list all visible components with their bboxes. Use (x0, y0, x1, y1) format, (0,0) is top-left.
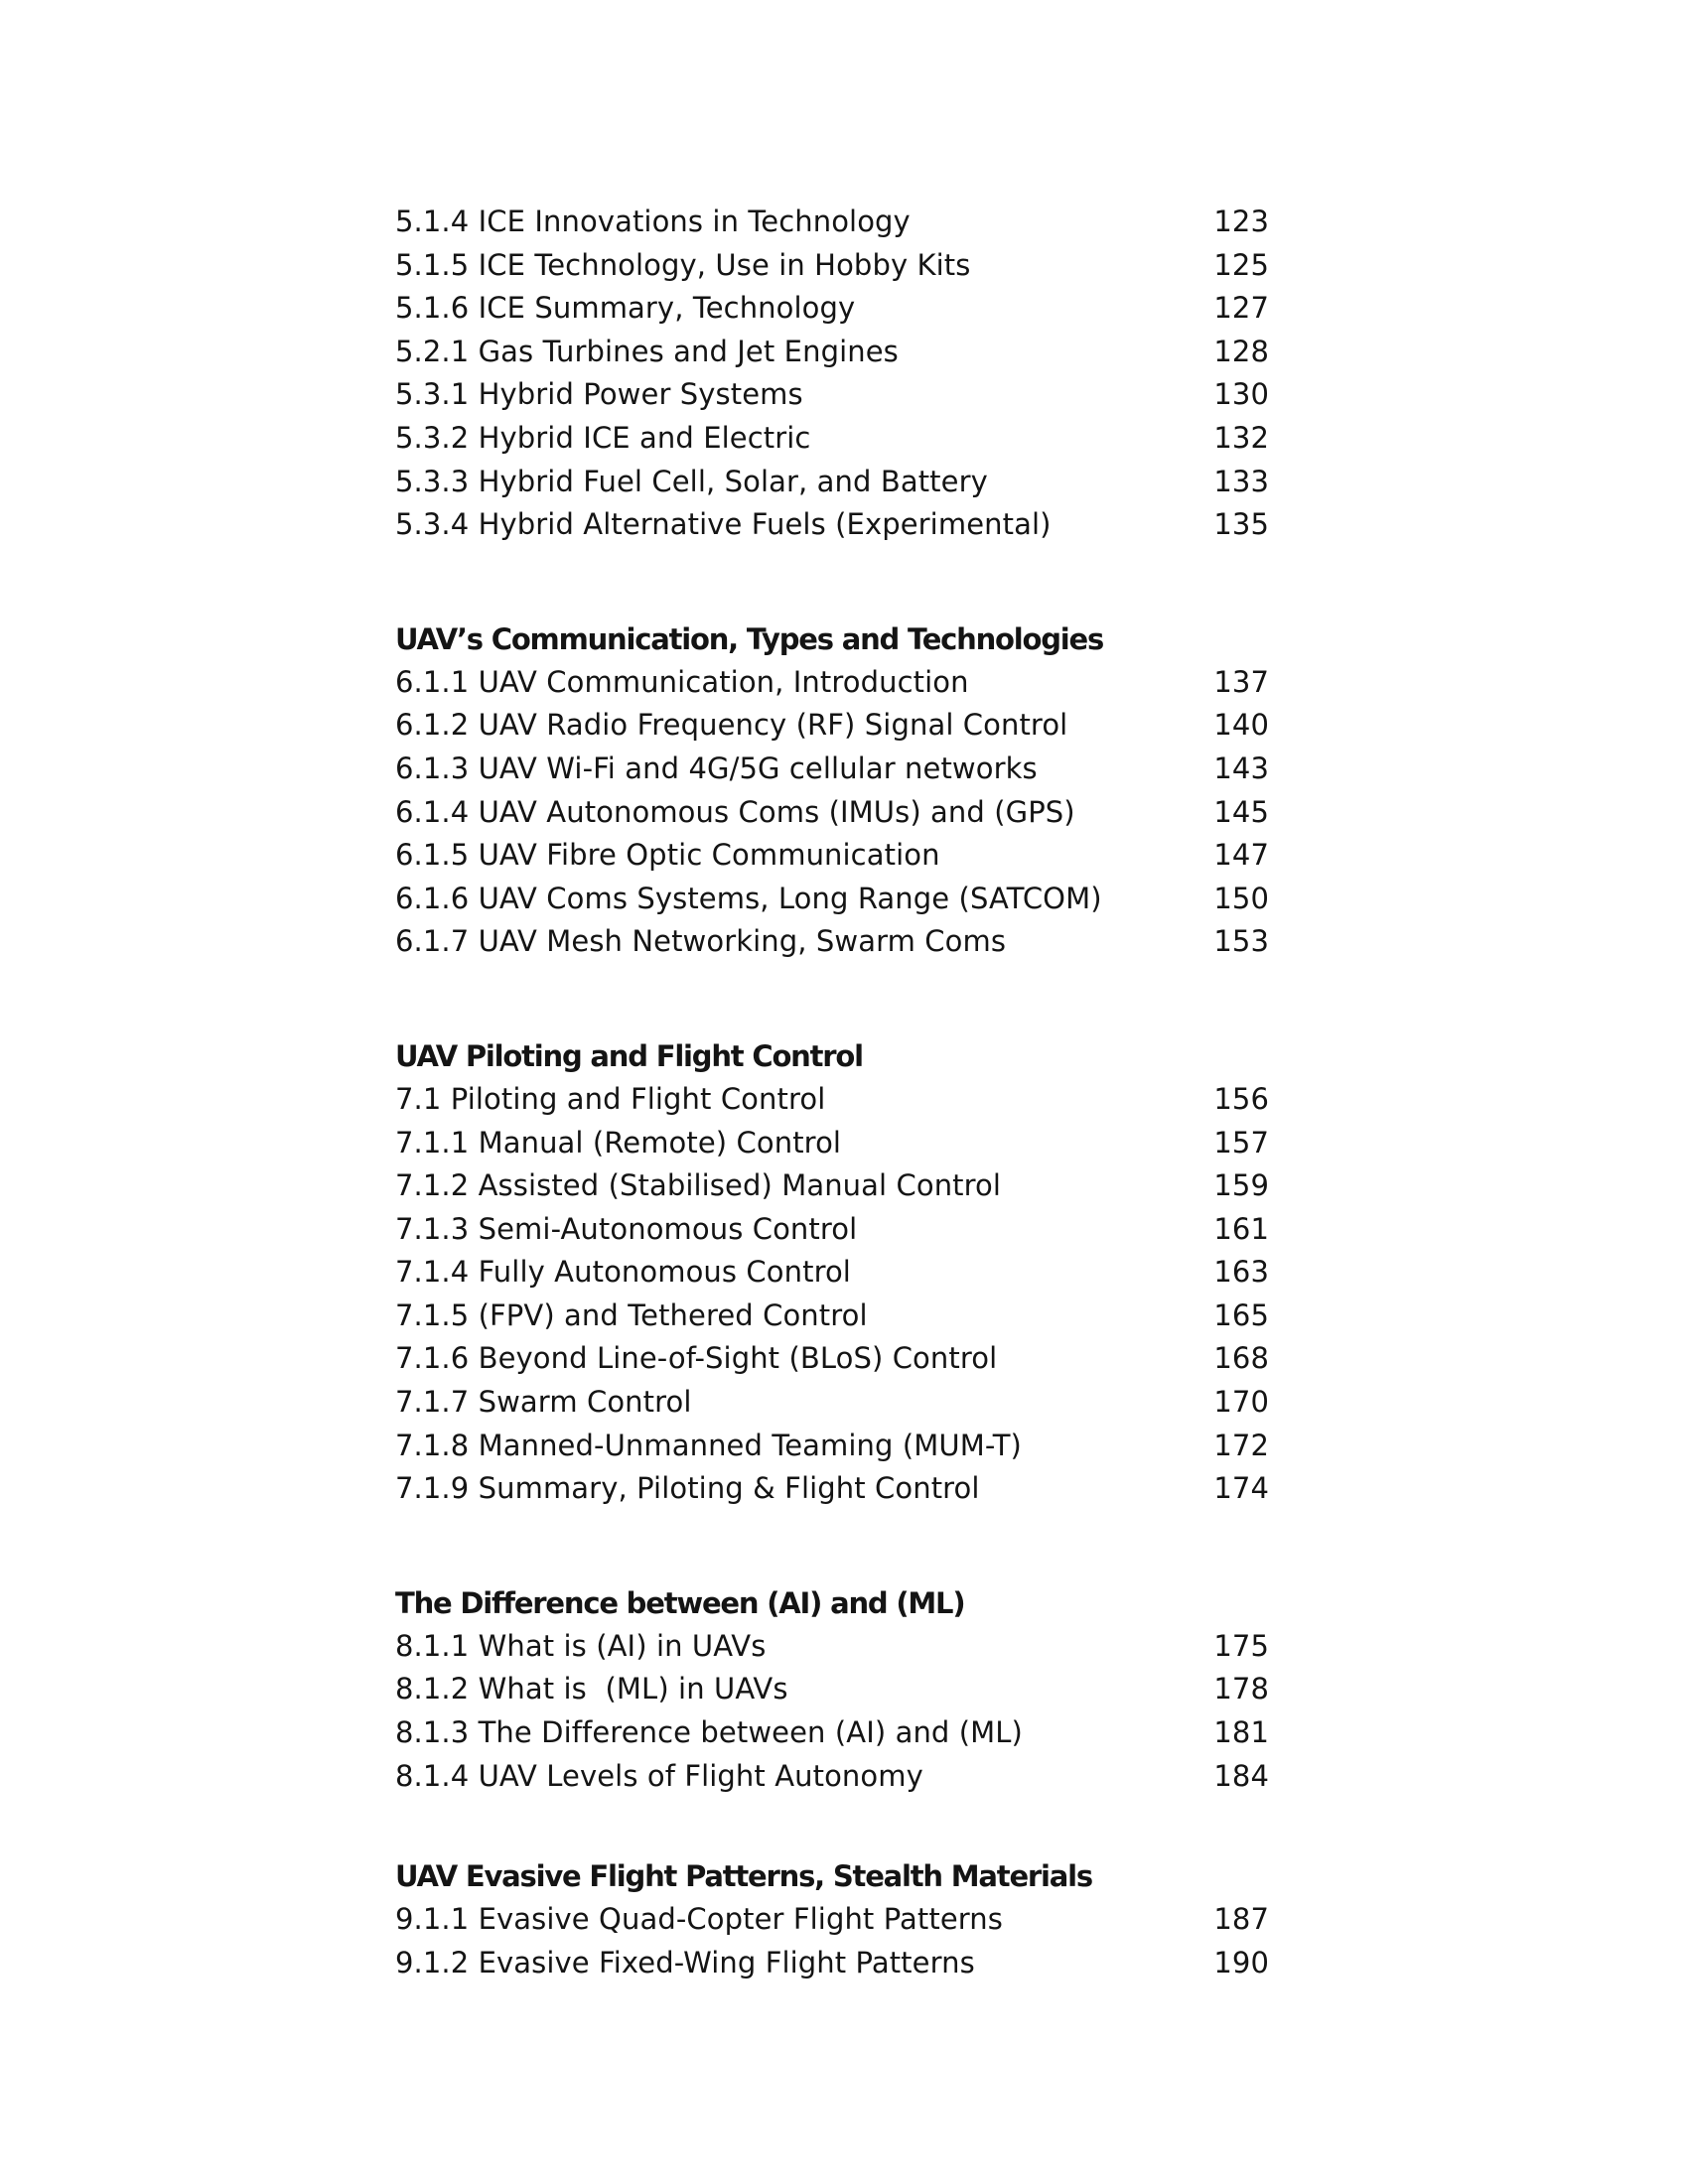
toc-entry[interactable] (395, 1381, 1269, 1425)
toc-entry-title: 7.1 Piloting and Flight Control (395, 1081, 826, 1116)
toc-entry[interactable] (395, 1425, 1269, 1468)
toc-entry-page: 137 (1213, 664, 1269, 699)
toc-entry[interactable] (395, 1164, 1269, 1208)
toc-entry-title: 5.2.1 Gas Turbines and Jet Engines (395, 334, 899, 368)
toc-entry-page: 140 (1213, 708, 1269, 743)
toc-entry[interactable] (395, 661, 1269, 705)
table-of-contents (395, 201, 1269, 1984)
toc-entry[interactable] (395, 1337, 1269, 1381)
toc-entry-title: 6.1.7 UAV Mesh Networking, Swarm Coms (395, 924, 1007, 959)
toc-entry-page: 133 (1213, 464, 1269, 498)
toc-entry-page: 187 (1213, 1902, 1269, 1937)
toc-entry-title: 7.1.3 Semi-Autonomous Control (395, 1211, 858, 1246)
toc-entry-title: 5.3.1 Hybrid Power Systems (395, 377, 803, 412)
toc-entry-page: 178 (1213, 1672, 1269, 1706)
toc-entry-page: 132 (1213, 420, 1269, 455)
toc-entry-page: 145 (1213, 794, 1269, 829)
toc-entry-title: 9.1.2 Evasive Fixed-Wing Flight Patterns (395, 1945, 975, 1979)
toc-entry-title: 6.1.6 UAV Coms Systems, Long Range (SATCOM) (395, 881, 1102, 915)
toc-entry-page: 127 (1213, 291, 1269, 326)
toc-entry-page: 165 (1213, 1297, 1269, 1332)
toc-entry-title: 6.1.5 UAV Fibre Optic Communication (395, 838, 940, 873)
toc-entry[interactable] (395, 373, 1269, 417)
toc-entry[interactable] (395, 287, 1269, 331)
toc-section-evasive (395, 1855, 1269, 1984)
toc-entry-title: 7.1.4 Fully Autonomous Control (395, 1255, 851, 1290)
toc-entry[interactable] (395, 920, 1269, 964)
toc-entry-page: 123 (1213, 205, 1269, 238)
toc-entry-title: 6.1.4 UAV Autonomous Coms (IMUs) and (GPS) (395, 794, 1075, 829)
toc-entry[interactable] (395, 244, 1269, 288)
toc-entry-page: 168 (1213, 1341, 1269, 1376)
toc-section-communication (395, 618, 1269, 964)
toc-entry[interactable] (395, 331, 1269, 374)
toc-entry-page: 159 (1213, 1168, 1269, 1203)
toc-entry-title: 5.1.6 ICE Summary, Technology (395, 291, 856, 326)
toc-entry-title: 5.3.2 Hybrid ICE and Electric (395, 420, 811, 455)
toc-entry-title: 5.1.5 ICE Technology, Use in Hobby Kits (395, 247, 971, 282)
toc-entry[interactable] (395, 201, 1269, 244)
toc-section-heading[interactable]: UAV Evasive Flight Patterns, Stealth Materials (395, 1859, 1092, 1894)
toc-entry-page: 157 (1213, 1125, 1269, 1160)
toc-entry-title: 7.1.1 Manual (Remote) Control (395, 1125, 842, 1160)
toc-entry-page: 128 (1213, 334, 1269, 368)
toc-entry[interactable] (395, 1625, 1269, 1669)
toc-entry-title: 6.1.3 UAV Wi-Fi and 4G/5G cellular networks (395, 751, 1038, 785)
toc-entry-page: 135 (1213, 507, 1269, 542)
toc-entry-title: 7.1.9 Summary, Piloting & Flight Control (395, 1471, 980, 1506)
toc-entry[interactable] (395, 1122, 1269, 1165)
toc-entry-page: 181 (1213, 1715, 1269, 1750)
toc-entry-title: 8.1.1 What is (AI) in UAVs (395, 1628, 767, 1663)
toc-entry[interactable] (395, 1898, 1269, 1942)
toc-entry-page: 147 (1213, 838, 1269, 873)
toc-section-heading[interactable]: UAV Piloting and Flight Control (395, 1038, 863, 1073)
toc-section-piloting (395, 1035, 1269, 1511)
toc-entry-title: 5.3.4 Hybrid Alternative Fuels (Experimental) (395, 507, 1052, 542)
toc-entry-page: 150 (1213, 881, 1269, 915)
toc-entry-page: 184 (1213, 1758, 1269, 1793)
toc-section-heading[interactable]: The Difference between (AI) and (ML) (395, 1585, 965, 1620)
toc-entry-title: 5.3.3 Hybrid Fuel Cell, Solar, and Battery (395, 464, 988, 498)
toc-entry[interactable] (395, 1078, 1269, 1122)
toc-entry[interactable] (395, 1668, 1269, 1711)
toc-entry[interactable] (395, 704, 1269, 748)
toc-entry-title: 6.1.2 UAV Radio Frequency (RF) Signal Control (395, 708, 1068, 743)
toc-entry[interactable] (395, 503, 1269, 547)
toc-entry[interactable] (395, 1711, 1269, 1755)
toc-entry[interactable] (395, 461, 1269, 504)
toc-entry-title: 7.1.2 Assisted (Stabilised) Manual Control (395, 1168, 1002, 1203)
toc-entry-title: 7.1.8 Manned-Unmanned Teaming (MUM-T) (395, 1428, 1022, 1462)
toc-section-power-systems (395, 201, 1269, 547)
toc-entry[interactable] (395, 1755, 1269, 1799)
toc-entry[interactable] (395, 1208, 1269, 1252)
toc-entry-title: 9.1.1 Evasive Quad-Copter Flight Patterns (395, 1902, 1003, 1937)
toc-entry-page: 143 (1213, 751, 1269, 785)
toc-entry-title: 7.1.6 Beyond Line-of-Sight (BLoS) Control (395, 1341, 998, 1376)
toc-entry[interactable] (395, 791, 1269, 835)
toc-entry[interactable] (395, 1295, 1269, 1338)
toc-entry[interactable] (395, 834, 1269, 878)
toc-entry-page: 163 (1213, 1255, 1269, 1290)
toc-entry-title: 6.1.1 UAV Communication, Introduction (395, 664, 969, 699)
toc-entry-page: 174 (1213, 1471, 1269, 1506)
toc-entry[interactable] (395, 748, 1269, 791)
toc-entry-page: 153 (1213, 924, 1269, 959)
toc-entry-title: 7.1.7 Swarm Control (395, 1385, 692, 1420)
toc-entry[interactable] (395, 1942, 1269, 1985)
toc-entry-page: 172 (1213, 1428, 1269, 1462)
toc-entry-page: 170 (1213, 1385, 1269, 1420)
toc-entry[interactable] (395, 417, 1269, 461)
toc-entry-page: 125 (1213, 247, 1269, 282)
toc-entry-title: 8.1.3 The Difference between (AI) and (ML) (395, 1715, 1023, 1750)
toc-entry[interactable] (395, 878, 1269, 921)
toc-entry-page: 156 (1213, 1081, 1269, 1116)
toc-entry-title: 8.1.2 What is (ML) in UAVs (395, 1672, 788, 1706)
toc-entry-page: 161 (1213, 1211, 1269, 1246)
toc-entry-title: 8.1.4 UAV Levels of Flight Autonomy (395, 1758, 923, 1793)
toc-section-ai-ml (395, 1582, 1269, 1798)
toc-entry-title: 7.1.5 (FPV) and Tethered Control (395, 1297, 868, 1332)
toc-entry-page: 175 (1213, 1628, 1269, 1663)
toc-entry-page: 190 (1213, 1945, 1269, 1979)
toc-entry[interactable] (395, 1467, 1269, 1511)
toc-section-heading[interactable]: UAV’s Communication, Types and Technologies (395, 621, 1104, 656)
toc-entry-page: 130 (1213, 377, 1269, 412)
toc-entry-title: 5.1.4 ICE Innovations in Technology (395, 205, 911, 238)
toc-entry[interactable] (395, 1251, 1269, 1295)
